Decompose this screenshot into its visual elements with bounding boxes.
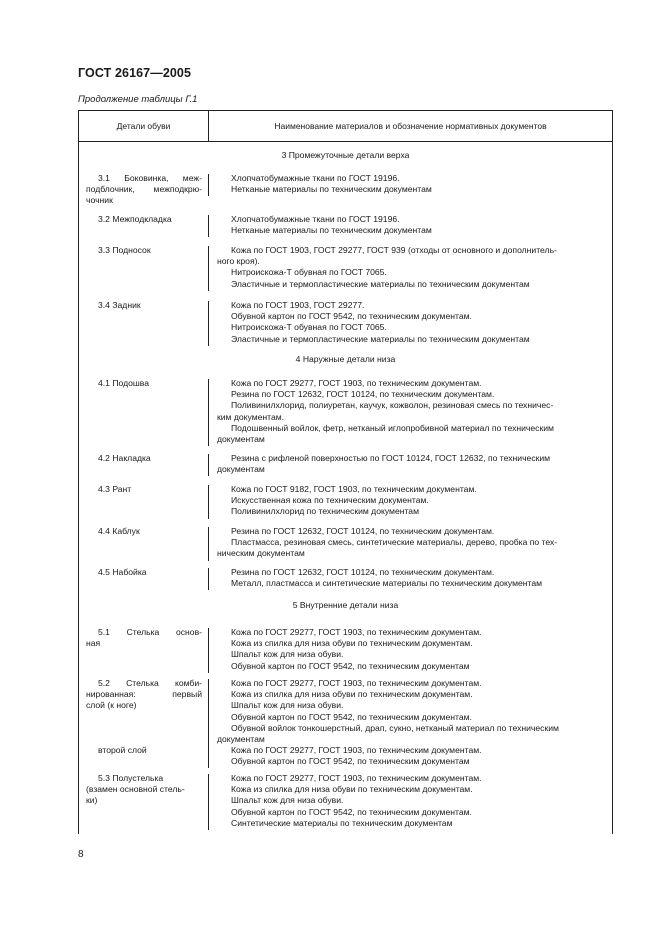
part-name	[86, 526, 202, 537]
material-line: Нетканые материалы по техническим документам	[231, 225, 432, 236]
materials-text	[217, 678, 607, 745]
part-name	[86, 567, 202, 578]
materials-text	[217, 567, 607, 589]
material-line: Нитроискожа-Т обувная по ГОСТ 7065.	[231, 322, 387, 333]
table-caption: Продолжение таблицы Г.1	[78, 94, 198, 105]
material-line: Кожа по ГОСТ 1903, ГОСТ 29277, ГОСТ 939 (отходы от основного и дополнитель-	[231, 245, 557, 255]
material-line: Обувной картон по ГОСТ 9542, по техническим документам	[231, 756, 470, 767]
part-name	[86, 745, 202, 756]
part-name-line: ная	[86, 638, 101, 649]
section-title: 3 Промежуточные детали верха	[281, 150, 410, 160]
materials-table	[78, 110, 613, 834]
material-line: ного кроя).	[217, 256, 260, 267]
material-line: Резина по ГОСТ 12632, ГОСТ 10124, по техническим документам.	[231, 389, 495, 400]
materials-text	[217, 773, 607, 829]
row-divider	[208, 485, 209, 519]
part-name-line: 5.2 Стелька комби-	[98, 678, 202, 688]
row-divider	[208, 774, 209, 830]
part-name-line: второй слой	[98, 745, 147, 755]
part-name-line: 4.5 Набойка	[98, 567, 147, 577]
material-line: Резина по ГОСТ 12632, ГОСТ 10124, по техническим документам.	[231, 567, 495, 577]
material-line: Эластичные и термопластические материалы по техническим документам	[231, 333, 530, 344]
material-line: Нитроискожа-Т обувная по ГОСТ 7065.	[231, 267, 387, 278]
column-header-parts: Детали обуви	[79, 111, 209, 142]
materials-text	[217, 378, 607, 445]
materials-text	[217, 745, 607, 767]
section-title: 5 Внутренние детали низа	[292, 600, 399, 610]
material-line: документам	[217, 464, 265, 475]
part-name-line: 3.3 Подносок	[98, 245, 151, 255]
material-line: Кожа из спилка для низа обуви по техническим документам.	[231, 689, 473, 700]
part-name	[86, 627, 202, 649]
material-line: Поливинилхлорид по техническим документам	[231, 506, 419, 517]
material-line: Шпальт кож для низа обуви.	[231, 700, 344, 711]
part-name-line: 5.3 Полустелька	[98, 773, 164, 783]
material-line: документам	[217, 734, 265, 745]
row-divider	[208, 679, 209, 746]
row-divider	[208, 301, 209, 346]
material-line: Кожа по ГОСТ 29277, ГОСТ 1903, по техническим документам.	[231, 378, 482, 388]
material-line: Обувной картон по ГОСТ 9542, по техническим документам.	[231, 711, 472, 722]
material-line: Кожа по ГОСТ 9182, ГОСТ 1903, по техническим документам.	[231, 484, 477, 494]
materials-text	[217, 214, 607, 236]
part-name-line: 4.4 Каблук	[98, 526, 140, 536]
material-line: Нетканые материалы по техническим документам	[231, 184, 432, 195]
page-number: 8	[78, 849, 84, 860]
part-name	[86, 173, 202, 207]
material-line: Поливинилхлорид, полиуретан, каучук, кожволон, резиновая смесь по техничес-	[231, 400, 554, 411]
row-divider	[208, 527, 209, 561]
part-name	[86, 678, 202, 712]
row-divider	[208, 379, 209, 446]
column-header-materials: Наименование материалов и обозначение нормативных документов	[274, 121, 547, 131]
material-line: ким документам.	[217, 411, 285, 422]
material-line: Кожа по ГОСТ 29277, ГОСТ 1903, по техническим документам.	[231, 627, 482, 637]
materials-text	[217, 627, 607, 672]
material-line: Эластичные и термопластические материалы по техническим документам	[231, 278, 530, 289]
material-line: Металл, пластмасса и синтетические материалы по техническим документам	[231, 578, 543, 589]
document-header: ГОСТ 26167—2005	[78, 66, 192, 80]
part-name-line: нированная: первый	[86, 689, 202, 700]
materials-text	[217, 245, 607, 290]
material-line: Хлопчатобумажные ткани по ГОСТ 19196.	[231, 173, 400, 183]
material-line: ническим документам	[217, 548, 305, 559]
material-line: Кожа из спилка для низа обуви по техническим документам.	[231, 784, 473, 795]
material-line: Обувной картон по ГОСТ 9542, по техническим документам.	[231, 311, 472, 322]
materials-text	[217, 300, 607, 345]
material-line: Искусственная кожа по техническим документам.	[231, 495, 429, 506]
material-line: Обувной картон по ГОСТ 9542, по техническим документам.	[231, 806, 472, 817]
material-line: Синтетические материалы по техническим документам	[231, 817, 453, 828]
part-name-line: (взамен основной стель-	[86, 784, 185, 795]
material-line: Резина по ГОСТ 12632, ГОСТ 10124, по техническим документам.	[231, 526, 495, 536]
materials-text	[217, 173, 607, 195]
material-line: Обувной войлок тонкошерстный, драп, сукно, нетканый материал по техническим	[231, 722, 559, 733]
part-name-line: 4.2 Накладка	[98, 453, 151, 463]
part-name-line: 3.4 Задник	[98, 300, 141, 310]
material-line: документам	[217, 434, 265, 445]
part-name	[86, 484, 202, 495]
material-line: Резина с рифленой поверхностью по ГОСТ 10124, ГОСТ 12632, по техническим	[231, 453, 551, 463]
material-line: Кожа по ГОСТ 29277, ГОСТ 1903, по техническим документам.	[231, 745, 482, 755]
part-name	[86, 214, 202, 225]
row-divider	[208, 628, 209, 673]
row-divider	[208, 174, 209, 196]
materials-text	[217, 453, 607, 475]
part-name	[86, 300, 202, 311]
section-title: 4 Наружные детали низа	[295, 354, 396, 364]
row-divider	[208, 746, 209, 768]
part-name-line: слой (к ноге)	[86, 700, 137, 711]
row-divider	[208, 454, 209, 476]
part-name	[86, 245, 202, 256]
material-line: Шпальт кож для низа обуви.	[231, 795, 344, 806]
row-divider	[208, 215, 209, 237]
material-line: Кожа по ГОСТ 1903, ГОСТ 29277.	[231, 300, 365, 310]
material-line: Шпальт кож для низа обуви.	[231, 649, 344, 660]
part-name	[86, 378, 202, 389]
part-name-line: чочник	[86, 195, 113, 206]
material-line: Пластмасса, резиновая смесь, синтетические материалы, дерево, пробка по тех-	[231, 537, 558, 548]
part-name-line: 3.1 Боковинка, меж-	[98, 173, 202, 183]
material-line: Обувной картон по ГОСТ 9542, по техническим документам	[231, 660, 470, 671]
material-line: Подошвенный войлок, фетр, нетканый иглопробивной материал по техническим	[231, 422, 554, 433]
part-name-line: ки)	[86, 795, 98, 806]
materials-text	[217, 526, 607, 560]
part-name-line: 4.1 Подошва	[98, 378, 150, 388]
table-header-row	[79, 111, 612, 142]
part-name-line: 3.2 Межподкладка	[98, 214, 172, 224]
material-line: Хлопчатобумажные ткани по ГОСТ 19196.	[231, 214, 400, 224]
row-divider	[208, 568, 209, 590]
part-name	[86, 773, 202, 807]
row-divider	[208, 246, 209, 291]
material-line: Кожа по ГОСТ 29277, ГОСТ 1903, по техническим документам.	[231, 773, 482, 783]
part-name-line: подблочник, межподкрю-	[86, 184, 202, 195]
part-name-line: 4.3 Рант	[98, 484, 132, 494]
material-line: Кожа из спилка для низа обуви по техническим документам.	[231, 638, 473, 649]
part-name-line: 5.1 Стелька основ-	[98, 627, 202, 637]
material-line: Кожа по ГОСТ 29277, ГОСТ 1903, по техническим документам.	[231, 678, 482, 688]
materials-text	[217, 484, 607, 518]
part-name	[86, 453, 202, 464]
